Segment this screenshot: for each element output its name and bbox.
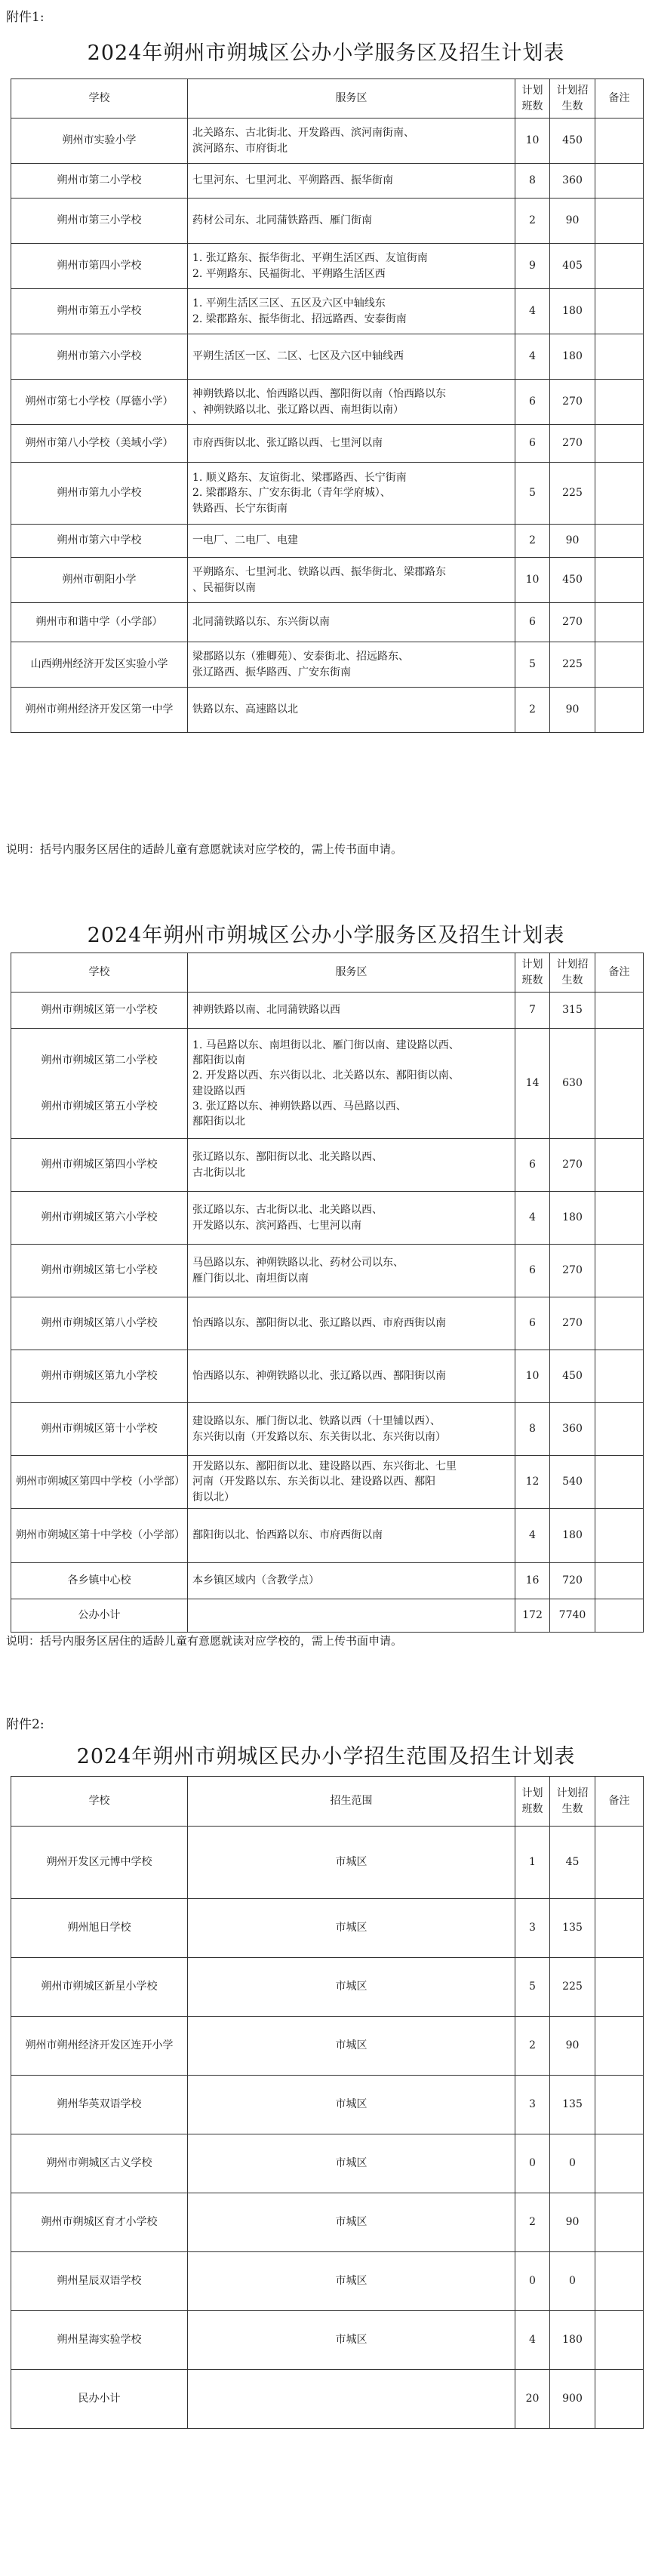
remark-cell bbox=[595, 1139, 644, 1192]
header-area: 服务区 bbox=[188, 953, 515, 993]
enrollment-plan-cell: 180 bbox=[550, 289, 595, 334]
service-area-line: 雁门街以北、南坦街以南 bbox=[192, 1272, 309, 1285]
school-name-cell: 朔州市朔城区第十小学校 bbox=[11, 1403, 188, 1456]
school-name-cell: 朔州市朔城区第九小学校 bbox=[11, 1350, 188, 1403]
table-row bbox=[11, 244, 644, 289]
enrollment-plan-cell: 720 bbox=[550, 1563, 595, 1599]
table-row bbox=[11, 642, 644, 688]
enrollment-plan-cell: 225 bbox=[550, 642, 595, 688]
class-count-cell: 5 bbox=[515, 642, 550, 688]
class-count-cell: 172 bbox=[515, 1599, 550, 1633]
service-area-line: 怡西路以东、神朔铁路以北、张辽路以西、鄯阳街以南 bbox=[192, 1370, 446, 1383]
class-count-cell: 8 bbox=[515, 164, 550, 199]
class-count-cell: 5 bbox=[515, 1958, 550, 2017]
class-count-cell: 6 bbox=[515, 1139, 550, 1192]
service-area-cell bbox=[188, 2134, 515, 2193]
service-area-cell bbox=[188, 603, 515, 642]
service-area-line: 1. 顺义路东、友谊街北、梁郡路西、长宁街南 bbox=[192, 472, 407, 485]
table-row bbox=[11, 1245, 644, 1297]
class-count-cell: 2 bbox=[515, 525, 550, 558]
remark-cell bbox=[595, 525, 644, 558]
service-area-cell bbox=[188, 244, 515, 289]
service-area-line: 市城区 bbox=[335, 1922, 368, 1934]
service-area-line: 2. 开发路以西、东兴街以北、北关路以东、鄯阳街以南、 bbox=[192, 1069, 460, 1082]
service-area-line: 河南（开发路以东、东关街以北、建设路以西、鄯阳 bbox=[192, 1476, 435, 1488]
service-area-line: 滨河路东、市府街北 bbox=[192, 142, 288, 155]
enrollment-plan-cell: 0 bbox=[550, 2252, 595, 2311]
header-plan: 计划招生数 bbox=[550, 953, 595, 993]
service-area-line: 1. 平朔生活区三区、五区及六区中轴线东 bbox=[192, 297, 386, 310]
school-name-cell: 朔州星海实验学校 bbox=[11, 2311, 188, 2370]
remark-cell bbox=[595, 2311, 644, 2370]
school-name-cell: 朔州市朔城区古义学校 bbox=[11, 2134, 188, 2193]
service-area-line: 2. 平朔路东、民福街北、平朔路生活区西 bbox=[192, 267, 386, 280]
enrollment-plan-cell: 360 bbox=[550, 1403, 595, 1456]
service-area-cell bbox=[188, 164, 515, 199]
school-name-cell: 朔州开发区元博中学校 bbox=[11, 1827, 188, 1899]
enrollment-plan-cell: 270 bbox=[550, 1139, 595, 1192]
remark-cell bbox=[595, 2252, 644, 2311]
table-header-row bbox=[11, 953, 644, 993]
school-name-cell: 朔州市第三小学校 bbox=[11, 199, 188, 244]
table-row bbox=[11, 380, 644, 425]
service-area-line: 马邑路以东、神朔铁路以北、药材公司以东、 bbox=[192, 1257, 404, 1270]
school-name-cell: 朔州旭日学校 bbox=[11, 1899, 188, 1958]
table-row bbox=[11, 1599, 644, 1633]
service-area-line: 开发路以东、滨河路西、七里河以南 bbox=[192, 1219, 361, 1232]
header-school: 学校 bbox=[11, 1777, 188, 1827]
header-area: 招生范围 bbox=[188, 1777, 515, 1827]
header-plan: 计划招生数 bbox=[550, 79, 595, 118]
remark-cell bbox=[595, 463, 644, 525]
remark-cell bbox=[595, 1192, 644, 1245]
table-row bbox=[11, 1403, 644, 1456]
school-name-cell: 朔州市第五小学校 bbox=[11, 289, 188, 334]
service-area-cell bbox=[188, 1958, 515, 2017]
attachment-label-1: 附件1: bbox=[6, 10, 45, 25]
table-row bbox=[11, 1029, 644, 1139]
public-school-table-1 bbox=[11, 78, 644, 733]
enrollment-plan-cell: 900 bbox=[550, 2370, 595, 2429]
school-name-cell: 朔州市和谐中学（小学部） bbox=[11, 603, 188, 642]
service-area-line: 街以北） bbox=[192, 1491, 235, 1503]
remark-cell bbox=[595, 993, 644, 1029]
enrollment-plan-cell: 225 bbox=[550, 1958, 595, 2017]
service-area-cell bbox=[188, 1509, 515, 1563]
school-name-cell: 朔州市朔城区第一小学校 bbox=[11, 993, 188, 1029]
service-area-line: 鄯阳街以北 bbox=[192, 1116, 245, 1128]
service-area-line: 市城区 bbox=[335, 1980, 368, 1993]
class-count-cell: 7 bbox=[515, 993, 550, 1029]
enrollment-plan-cell: 90 bbox=[550, 2193, 595, 2252]
service-area-line: 市城区 bbox=[335, 2098, 368, 2111]
remark-cell bbox=[595, 1509, 644, 1563]
service-area-cell bbox=[188, 380, 515, 425]
remark-cell bbox=[595, 1456, 644, 1509]
service-area-line: 张辽路以东、古北街以北、北关路以西、 bbox=[192, 1204, 383, 1217]
remark-cell bbox=[595, 380, 644, 425]
service-area-cell bbox=[188, 2193, 515, 2252]
table-row bbox=[11, 2193, 644, 2252]
table-row bbox=[11, 993, 644, 1029]
class-count-cell: 20 bbox=[515, 2370, 550, 2429]
school-name-cell: 朔州华英双语学校 bbox=[11, 2076, 188, 2134]
remark-cell bbox=[595, 2076, 644, 2134]
service-area-line: 市城区 bbox=[335, 2157, 368, 2170]
table-note-1: 说明：括号内服务区居住的适龄儿童有意愿就读对应学校的，需上传书面申请。 bbox=[6, 842, 403, 856]
remark-cell bbox=[595, 1827, 644, 1899]
class-count-cell: 2 bbox=[515, 688, 550, 733]
remark-cell bbox=[595, 118, 644, 164]
enrollment-plan-cell: 270 bbox=[550, 603, 595, 642]
remark-cell bbox=[595, 1563, 644, 1599]
service-area-line: 怡西路以东、鄯阳街以北、张辽路以西、市府西街以南 bbox=[192, 1317, 446, 1330]
service-area-cell bbox=[188, 1192, 515, 1245]
enrollment-plan-cell: 450 bbox=[550, 118, 595, 164]
enrollment-plan-cell: 540 bbox=[550, 1456, 595, 1509]
remark-cell bbox=[595, 199, 644, 244]
remark-cell bbox=[595, 1403, 644, 1456]
private-school-table bbox=[11, 1776, 644, 2429]
table-row bbox=[11, 164, 644, 199]
remark-cell bbox=[595, 1029, 644, 1139]
enrollment-plan-cell: 270 bbox=[550, 1245, 595, 1297]
school-name-cell: 民办小计 bbox=[11, 2370, 188, 2429]
header-remark: 备注 bbox=[595, 953, 644, 993]
service-area-cell bbox=[188, 2017, 515, 2076]
table-row bbox=[11, 1139, 644, 1192]
school-name-cell: 朔州市第二小学校 bbox=[11, 164, 188, 199]
school-name-cell: 朔州市第六小学校 bbox=[11, 334, 188, 380]
service-area-line: 神朔铁路以南、北同蒲铁路以西 bbox=[192, 1004, 340, 1017]
school-name-cell: 朔州市朔城区新星小学校 bbox=[11, 1958, 188, 2017]
remark-cell bbox=[595, 1350, 644, 1403]
table-note-2: 说明：括号内服务区居住的适龄儿童有意愿就读对应学校的，需上传书面申请。 bbox=[6, 1634, 403, 1648]
table-row bbox=[11, 1350, 644, 1403]
remark-cell bbox=[595, 2134, 644, 2193]
service-area-line: 一电厂、二电厂、电建 bbox=[192, 534, 298, 547]
enrollment-plan-cell: 225 bbox=[550, 463, 595, 525]
enrollment-plan-cell: 45 bbox=[550, 1827, 595, 1899]
school-name-cell: 朔州市朝阳小学 bbox=[11, 558, 188, 603]
class-count-cell: 9 bbox=[515, 244, 550, 289]
enrollment-plan-cell: 270 bbox=[550, 1297, 595, 1350]
enrollment-plan-cell: 135 bbox=[550, 1899, 595, 1958]
service-area-cell bbox=[188, 2252, 515, 2311]
class-count-cell: 10 bbox=[515, 1350, 550, 1403]
class-count-cell: 4 bbox=[515, 289, 550, 334]
class-count-cell: 16 bbox=[515, 1563, 550, 1599]
remark-cell bbox=[595, 289, 644, 334]
service-area-line: 北关路东、古北街北、开发路西、滨河南街南、 bbox=[192, 127, 414, 140]
school-name-cell: 朔州市第四小学校 bbox=[11, 244, 188, 289]
service-area-line: 铁路西、长宁东街南 bbox=[192, 502, 288, 515]
header-remark: 备注 bbox=[595, 79, 644, 118]
service-area-line: 1. 张辽路东、振华街北、平朔生活区西、友谊街南 bbox=[192, 252, 428, 265]
header-classes: 计划班数 bbox=[515, 953, 550, 993]
table-row bbox=[11, 334, 644, 380]
class-count-cell: 10 bbox=[515, 558, 550, 603]
service-area-cell bbox=[188, 642, 515, 688]
attachment-label-2: 附件2: bbox=[6, 1717, 45, 1732]
table-row bbox=[11, 2370, 644, 2429]
class-count-cell: 0 bbox=[515, 2134, 550, 2193]
table-header-row bbox=[11, 1777, 644, 1827]
class-count-cell: 12 bbox=[515, 1456, 550, 1509]
enrollment-plan-cell: 630 bbox=[550, 1029, 595, 1139]
service-area-cell bbox=[188, 1456, 515, 1509]
remark-cell bbox=[595, 1599, 644, 1633]
service-area-cell bbox=[188, 1245, 515, 1297]
table-row bbox=[11, 2076, 644, 2134]
service-area-line: 神朔铁路以北、怡西路以西、鄯阳街以南（怡西路以东 bbox=[192, 388, 446, 401]
class-count-cell: 3 bbox=[515, 2076, 550, 2134]
service-area-line: 2. 梁郡路东、振华街北、招远路西、安泰街南 bbox=[192, 312, 407, 325]
school-name-cell: 朔州市朔城区第八小学校 bbox=[11, 1297, 188, 1350]
enrollment-plan-cell: 180 bbox=[550, 334, 595, 380]
table-title-1: 2024年朔州市朔城区公办小学服务区及招生计划表 bbox=[87, 42, 565, 65]
table-row bbox=[11, 1192, 644, 1245]
service-area-line: 梁郡路以东（雅卿苑）、安泰街北、招远路东、 bbox=[192, 651, 409, 663]
table-row bbox=[11, 1827, 644, 1899]
class-count-cell: 6 bbox=[515, 603, 550, 642]
remark-cell bbox=[595, 425, 644, 463]
header-area: 服务区 bbox=[188, 79, 515, 118]
school-name-cell: 朔州市朔城区育才小学校 bbox=[11, 2193, 188, 2252]
school-name-cell: 朔州星辰双语学校 bbox=[11, 2252, 188, 2311]
class-count-cell: 6 bbox=[515, 1297, 550, 1350]
class-count-cell: 5 bbox=[515, 463, 550, 525]
class-count-cell: 0 bbox=[515, 2252, 550, 2311]
service-area-cell bbox=[188, 1599, 515, 1633]
class-count-cell: 6 bbox=[515, 1245, 550, 1297]
service-area-cell bbox=[188, 558, 515, 603]
enrollment-plan-cell: 0 bbox=[550, 2134, 595, 2193]
class-count-cell: 1 bbox=[515, 1827, 550, 1899]
header-plan: 计划招生数 bbox=[550, 1777, 595, 1827]
header-classes: 计划班数 bbox=[515, 79, 550, 118]
service-area-line: 1. 马邑路以东、南坦街以北、雁门街以南、建设路以西、 bbox=[192, 1039, 460, 1051]
class-count-cell: 2 bbox=[515, 2017, 550, 2076]
service-area-cell bbox=[188, 2076, 515, 2134]
school-name-cell: 朔州市第八小学校（美域小学） bbox=[11, 425, 188, 463]
service-area-cell bbox=[188, 1297, 515, 1350]
enrollment-plan-cell: 450 bbox=[550, 1350, 595, 1403]
enrollment-plan-cell: 7740 bbox=[550, 1599, 595, 1633]
school-name-cell: 朔州市朔城区第二小学校 朔州市朔城区第五小学校 bbox=[11, 1029, 188, 1139]
remark-cell bbox=[595, 334, 644, 380]
class-count-cell: 4 bbox=[515, 2311, 550, 2370]
service-area-line: 平朔生活区一区、二区、七区及六区中轴线西 bbox=[192, 350, 404, 363]
table-row bbox=[11, 199, 644, 244]
service-area-cell bbox=[188, 688, 515, 733]
service-area-line: 市城区 bbox=[335, 2216, 368, 2229]
enrollment-plan-cell: 315 bbox=[550, 993, 595, 1029]
table-row bbox=[11, 2311, 644, 2370]
enrollment-plan-cell: 405 bbox=[550, 244, 595, 289]
table-row bbox=[11, 1563, 644, 1599]
school-name-cell: 朔州市朔城区第四小学校 bbox=[11, 1139, 188, 1192]
service-area-cell bbox=[188, 525, 515, 558]
table-row bbox=[11, 1899, 644, 1958]
school-name-cell: 朔州市朔城区第十中学校（小学部） bbox=[11, 1509, 188, 1563]
school-name-cell: 公办小计 bbox=[11, 1599, 188, 1633]
enrollment-plan-cell: 90 bbox=[550, 525, 595, 558]
service-area-cell bbox=[188, 1029, 515, 1139]
service-area-line: 开发路以东、鄯阳街以北、建设路以西、东兴街北、七里 bbox=[192, 1460, 457, 1473]
remark-cell bbox=[595, 603, 644, 642]
service-area-line: 市城区 bbox=[335, 2039, 368, 2052]
school-name-cell: 朔州市实验小学 bbox=[11, 118, 188, 164]
class-count-cell: 8 bbox=[515, 1403, 550, 1456]
service-area-line: 张辽路西、振华路西、广安东街南 bbox=[192, 666, 351, 679]
service-area-line: 张辽路以东、鄯阳街以北、北关路以西、 bbox=[192, 1151, 383, 1164]
enrollment-plan-cell: 180 bbox=[550, 2311, 595, 2370]
school-name-cell: 朔州市第七小学校（厚德小学） bbox=[11, 380, 188, 425]
public-school-table-2 bbox=[11, 953, 644, 1633]
header-remark: 备注 bbox=[595, 1777, 644, 1827]
service-area-cell bbox=[188, 118, 515, 164]
remark-cell bbox=[595, 1958, 644, 2017]
class-count-cell: 6 bbox=[515, 380, 550, 425]
remark-cell bbox=[595, 2193, 644, 2252]
class-count-cell: 10 bbox=[515, 118, 550, 164]
service-area-cell bbox=[188, 2370, 515, 2429]
table-row bbox=[11, 118, 644, 164]
remark-cell bbox=[595, 558, 644, 603]
service-area-line: 2. 梁郡路东、广安东街北（青年学府城）、 bbox=[192, 487, 391, 500]
class-count-cell: 2 bbox=[515, 199, 550, 244]
table-row bbox=[11, 1958, 644, 2017]
school-name-cell: 山西朔州经济开发区实验小学 bbox=[11, 642, 188, 688]
service-area-cell bbox=[188, 1403, 515, 1456]
school-name-cell: 朔州市朔城区第六小学校 bbox=[11, 1192, 188, 1245]
service-area-cell bbox=[188, 425, 515, 463]
enrollment-plan-cell: 90 bbox=[550, 2017, 595, 2076]
service-area-cell bbox=[188, 1139, 515, 1192]
service-area-line: 七里河东、七里河北、平朔路西、振华街南 bbox=[192, 174, 393, 187]
header-school: 学校 bbox=[11, 79, 188, 118]
remark-cell bbox=[595, 1899, 644, 1958]
service-area-line: 北同蒲铁路以东、东兴街以南 bbox=[192, 616, 330, 629]
service-area-line: 3. 张辽路以东、神朔铁路以西、马邑路以西、 bbox=[192, 1100, 407, 1113]
class-count-cell: 6 bbox=[515, 425, 550, 463]
enrollment-plan-cell: 270 bbox=[550, 425, 595, 463]
table-row bbox=[11, 1297, 644, 1350]
school-name-cell: 朔州市朔州经济开发区第一中学 bbox=[11, 688, 188, 733]
service-area-line: 鄯阳街以北、怡西路以东、市府西街以南 bbox=[192, 1529, 383, 1542]
school-name-cell: 朔州市第九小学校 bbox=[11, 463, 188, 525]
remark-cell bbox=[595, 164, 644, 199]
enrollment-plan-cell: 180 bbox=[550, 1509, 595, 1563]
service-area-line: 平朔路东、七里河北、铁路以西、振华街北、梁郡路东 bbox=[192, 566, 446, 579]
enrollment-plan-cell: 90 bbox=[550, 688, 595, 733]
table-row bbox=[11, 558, 644, 603]
remark-cell bbox=[595, 244, 644, 289]
school-name-cell: 朔州市朔城区第七小学校 bbox=[11, 1245, 188, 1297]
remark-cell bbox=[595, 1297, 644, 1350]
school-name-cell: 朔州市朔州经济开发区连开小学 bbox=[11, 2017, 188, 2076]
class-count-cell: 14 bbox=[515, 1029, 550, 1139]
table-header-row bbox=[11, 79, 644, 118]
service-area-cell bbox=[188, 1563, 515, 1599]
remark-cell bbox=[595, 2370, 644, 2429]
table-row bbox=[11, 2252, 644, 2311]
table-row bbox=[11, 1509, 644, 1563]
enrollment-plan-cell: 90 bbox=[550, 199, 595, 244]
enrollment-plan-cell: 270 bbox=[550, 380, 595, 425]
service-area-line: 鄯阳街以南 bbox=[192, 1054, 245, 1066]
header-school: 学校 bbox=[11, 953, 188, 993]
service-area-cell bbox=[188, 1827, 515, 1899]
service-area-cell bbox=[188, 2311, 515, 2370]
service-area-cell bbox=[188, 334, 515, 380]
table-title-3: 2024年朔州市朔城区民办小学招生范围及招生计划表 bbox=[76, 1745, 576, 1768]
service-area-line: 、民福街以南 bbox=[192, 581, 256, 594]
service-area-line: 市城区 bbox=[335, 2275, 368, 2288]
service-area-line: 建设路以东、雁门街以北、铁路以西（十里铺以西）、 bbox=[192, 1415, 441, 1428]
service-area-cell bbox=[188, 993, 515, 1029]
remark-cell bbox=[595, 1245, 644, 1297]
service-area-line: 铁路以东、高速路以北 bbox=[192, 703, 298, 716]
service-area-cell bbox=[188, 1899, 515, 1958]
table-row bbox=[11, 688, 644, 733]
table-row bbox=[11, 425, 644, 463]
service-area-line: 市府西街以北、张辽路以西、七里河以南 bbox=[192, 437, 383, 450]
service-area-line: 古北街以北 bbox=[192, 1166, 245, 1179]
service-area-cell bbox=[188, 289, 515, 334]
table-row bbox=[11, 2134, 644, 2193]
remark-cell bbox=[595, 2017, 644, 2076]
table-row bbox=[11, 1456, 644, 1509]
table-row bbox=[11, 463, 644, 525]
enrollment-plan-cell: 135 bbox=[550, 2076, 595, 2134]
service-area-cell bbox=[188, 199, 515, 244]
service-area-cell bbox=[188, 1350, 515, 1403]
table-row bbox=[11, 289, 644, 334]
enrollment-plan-cell: 180 bbox=[550, 1192, 595, 1245]
class-count-cell: 3 bbox=[515, 1899, 550, 1958]
school-name-cell: 各乡镇中心校 bbox=[11, 1563, 188, 1599]
remark-cell bbox=[595, 642, 644, 688]
remark-cell bbox=[595, 688, 644, 733]
table-row bbox=[11, 2017, 644, 2076]
enrollment-plan-cell: 360 bbox=[550, 164, 595, 199]
table-row bbox=[11, 603, 644, 642]
school-name-cell: 朔州市朔城区第四中学校（小学部） bbox=[11, 1456, 188, 1509]
school-name-cell: 朔州市第六中学校 bbox=[11, 525, 188, 558]
service-area-line: 市城区 bbox=[335, 2334, 368, 2347]
service-area-line: 药材公司东、北同蒲铁路西、雁门街南 bbox=[192, 214, 372, 227]
service-area-cell bbox=[188, 463, 515, 525]
header-classes: 计划班数 bbox=[515, 1777, 550, 1827]
service-area-line: 建设路以西 bbox=[192, 1085, 245, 1097]
service-area-line: 、神朔铁路以北、张辽路以西、南坦街以南） bbox=[192, 403, 404, 416]
table-row bbox=[11, 525, 644, 558]
service-area-line: 市城区 bbox=[335, 1856, 368, 1869]
class-count-cell: 4 bbox=[515, 1509, 550, 1563]
enrollment-plan-cell: 450 bbox=[550, 558, 595, 603]
table-title-2: 2024年朔州市朔城区公办小学服务区及招生计划表 bbox=[87, 924, 565, 947]
class-count-cell: 4 bbox=[515, 334, 550, 380]
class-count-cell: 4 bbox=[515, 1192, 550, 1245]
class-count-cell: 2 bbox=[515, 2193, 550, 2252]
service-area-line: 本乡镇区域内（含教学点） bbox=[192, 1574, 319, 1587]
service-area-line: 东兴街以南（开发路以东、东关街以北、东兴街以南） bbox=[192, 1430, 446, 1443]
